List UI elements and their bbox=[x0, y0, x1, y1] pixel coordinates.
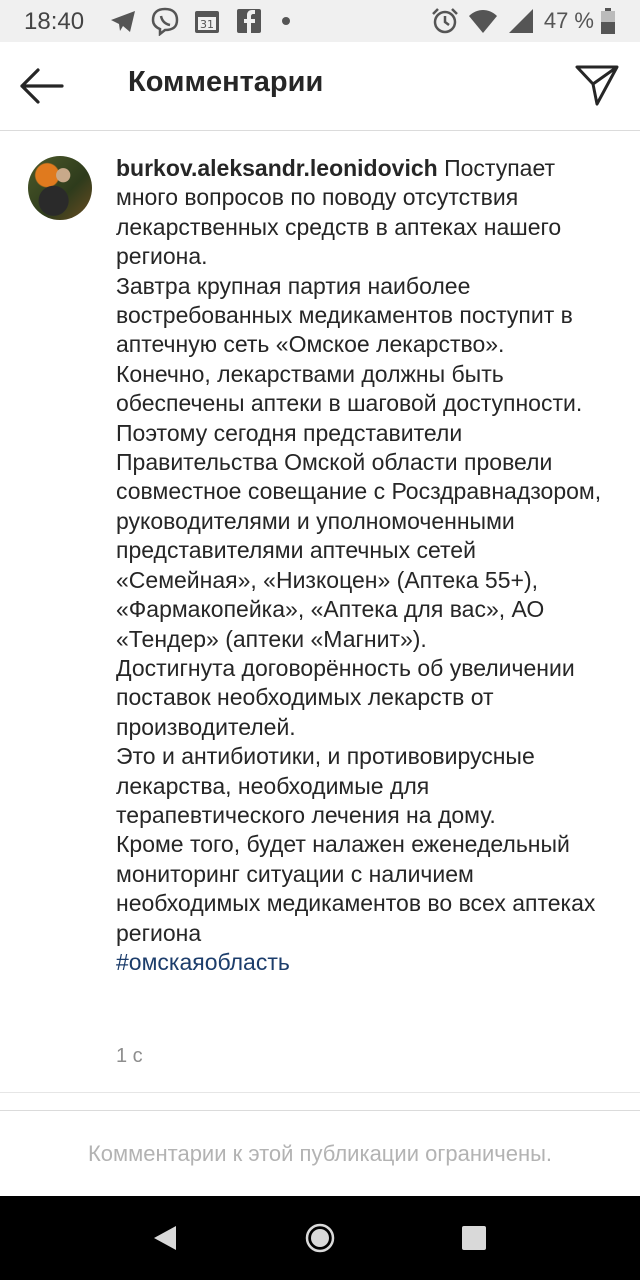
battery-icon bbox=[600, 6, 616, 36]
battery-percent: 47 % bbox=[543, 8, 594, 33]
notification-dot-icon bbox=[282, 17, 290, 25]
status-icons-left bbox=[108, 6, 290, 36]
comment-text: Поступает много вопросов по поводу отсутствия лекарственных средств в аптеках нашего региона. Завтра крупная партия наиболее востребованных медикаментов поступит в аптечную сеть «Омское лекарство». Конечно, лекарствами должны быть обеспечены аптеки в шаговой доступности. Поэтому сегодня представители Правительства Омской области провели совместное совещание с Росздравнадзором, руководителями и уполномоченными представителями аптечных сетей «Семейная», «Низкоцен» (Аптека 55+), «Фармакопейка», «Аптека для вас», АО «Тендер» (аптеки «Магнит»). Достигнута договорённость об увеличении поставок необходимых лекарств от производителей. Это и антибиотики, и противовирусные лекарства, необходимые для терапевтического лечения на дому. Кроме того, будет налажен еженедельный мониторинг ситуации с наличием необходимых медикаментов во всех аптеках региона bbox=[116, 155, 602, 946]
comment bbox=[0, 130, 640, 1092]
signal-icon bbox=[506, 6, 536, 36]
svg-text:31: 31 bbox=[200, 18, 214, 31]
calendar-icon bbox=[192, 6, 222, 36]
nav-home-icon[interactable] bbox=[304, 1222, 336, 1254]
paper-plane-icon[interactable] bbox=[574, 62, 620, 108]
system-nav-bar bbox=[0, 1196, 640, 1280]
alarm-icon bbox=[430, 6, 460, 36]
comments-restricted-notice: Комментарии к этой публикации ограничены. bbox=[0, 1110, 640, 1197]
nav-back-icon[interactable] bbox=[150, 1222, 182, 1254]
comment-body bbox=[116, 154, 616, 977]
back-arrow-icon[interactable] bbox=[18, 64, 66, 108]
facebook-icon bbox=[234, 6, 264, 36]
status-bar bbox=[0, 0, 640, 42]
comment-username[interactable]: burkov.aleksandr.leonidovich bbox=[116, 155, 438, 181]
app-header bbox=[0, 42, 640, 131]
avatar[interactable] bbox=[28, 156, 92, 220]
wifi-icon bbox=[468, 6, 498, 36]
viber-icon bbox=[150, 6, 180, 36]
page-title: Комментарии bbox=[128, 66, 324, 98]
status-time: 18:40 bbox=[24, 8, 85, 35]
divider bbox=[0, 1092, 640, 1093]
comment-timestamp: 1 с bbox=[116, 1045, 143, 1067]
comment-hashtag[interactable]: #омскаяобласть bbox=[116, 948, 290, 975]
telegram-icon bbox=[108, 6, 138, 36]
nav-recents-icon[interactable] bbox=[458, 1222, 490, 1254]
status-icons-right bbox=[430, 6, 616, 36]
